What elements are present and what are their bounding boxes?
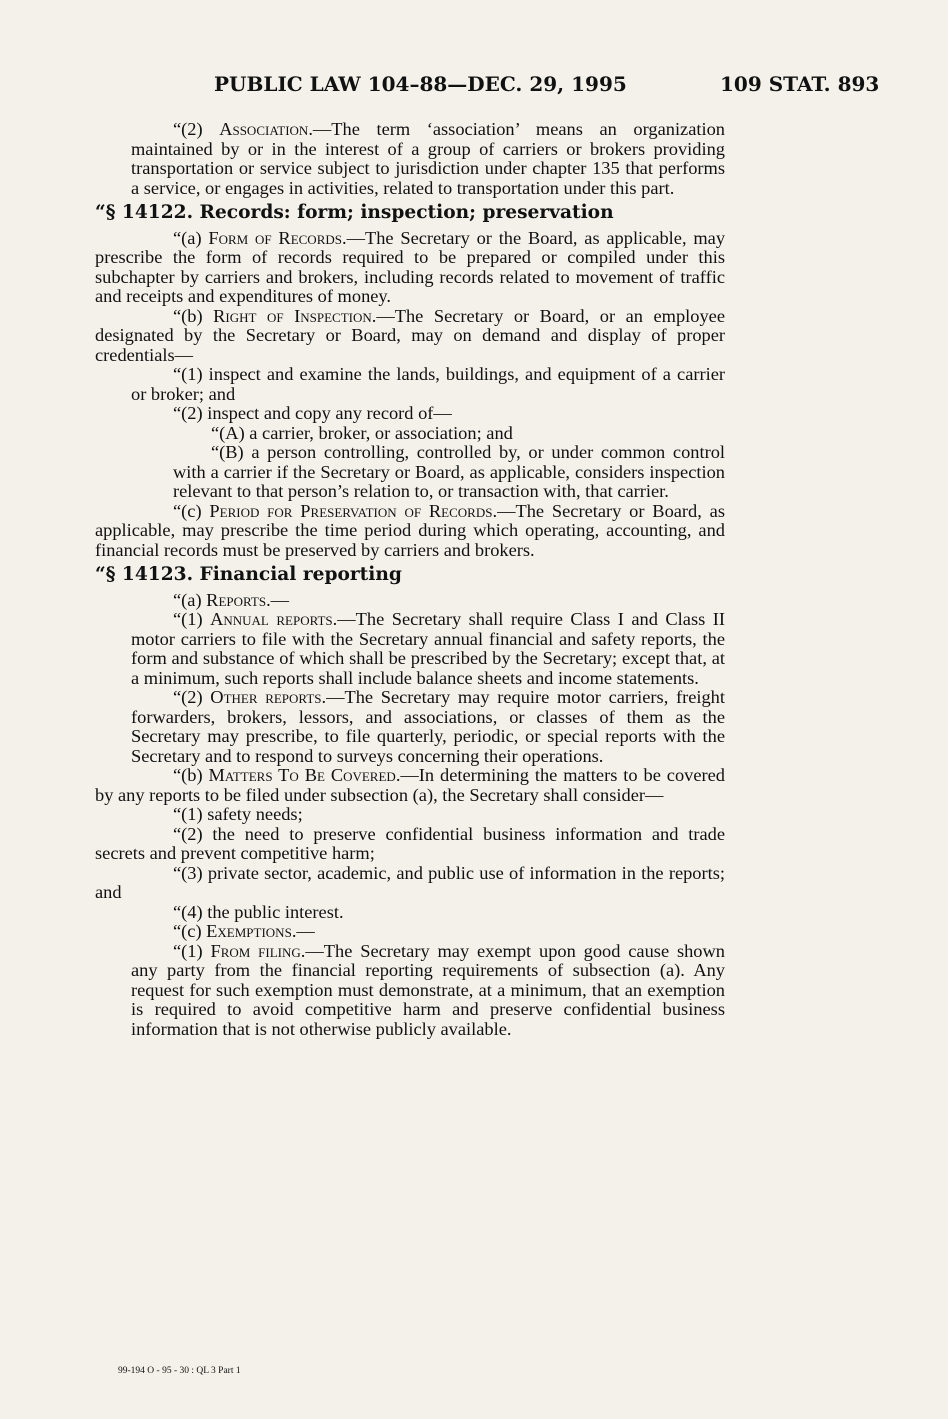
para-text: .—The Secretary may require motor carriers, freight forwarders, brokers, lessors, and associations, or classes of them as the Secretary may prescribe, to file quarterly, periodic, or special reports with the Secretary and to respond to surveys concerning their operations. (131, 687, 725, 766)
para-text: .—The Secretary may exempt upon good cause shown any party from the financial reporting requirements of subsection (a). Any request for such exemption must demonstrate, at a minimum, that an exemption is required to avoid competitive harm and preserve confidential business information that is not otherwise publicly available. (131, 940, 725, 1039)
para-caption: Matters To Be Covered (208, 765, 396, 785)
para-caption: Exemptions (206, 921, 292, 941)
para-caption: Right of Inspection (213, 305, 372, 326)
para-prefix: “(c) (173, 921, 207, 941)
para-prefix: “(a) (173, 227, 209, 248)
para-caption: From filing (210, 940, 301, 961)
para-text: .—The term ‘association’ means an organization maintained by or in the interest of a group of carriers or brokers providing transportation or service subject to jurisdiction under chapter 135 that performs a service, or engages in activities, related to transportation under this part. (131, 119, 725, 198)
para-text: .—The Secretary or Board, as applicable, may prescribe the time period during which operating, accounting, and financial records must be preserved by carriers and brokers. (95, 500, 725, 560)
section-heading-14123: “§ 14123. Financial reporting (95, 564, 402, 585)
running-title: PUBLIC LAW 104–88—DEC. 29, 1995 (214, 72, 627, 96)
matter-2: “(2) the need to preserve confidential business information and trade secrets and prevent competitive harm; (95, 823, 725, 863)
matter-4: “(4) the public interest. (173, 901, 344, 922)
para-text: .—The Secretary shall require Class I and Class II motor carriers to file with the Secretary annual financial and safety reports, the form and substance of which shall be prescribed by the Secretary; except that, at a minimum, such reports shall include balance sheets and income statements. (131, 609, 725, 688)
para-prefix: “(c) (173, 500, 210, 521)
subsection-b-inspection (95, 307, 725, 366)
para-caption: Reports (206, 589, 267, 610)
section-heading-14122: “§ 14122. Records: form; inspection; preservation (95, 202, 614, 223)
para-prefix: “(b) (173, 765, 209, 785)
clause-b2B: “(B) a person controlling, controlled by, or under common control with a carrier if the Secretary or Board, as applicable, considers inspection relevant to that person’s relation to, or transaction with, that carrier. (173, 442, 725, 501)
paragraph-annual-reports (95, 610, 725, 688)
paragraph-other-reports (95, 688, 725, 766)
page-header (0, 72, 948, 106)
subsection-b-matters (95, 766, 725, 805)
para-text: .—The Secretary or the Board, as applicable, may prescribe the form of records required to be prepared or compiled under this subchapter by carriers and brokers, including records related to movement of traffic and receipts and expenditures of money. (95, 227, 726, 306)
clause-b2A: “(A) a carrier, broker, or association; and (211, 422, 513, 443)
subsection-a-reports (95, 591, 725, 611)
paragraph-b1: “(1) inspect and examine the lands, buildings, and equipment of a carrier or broker; and (131, 364, 725, 404)
matter-3: “(3) private sector, academic, and public use of information in the reports; and (95, 862, 725, 902)
para-caption: Other reports (210, 687, 322, 707)
para-caption: Association (219, 119, 309, 139)
subsection-c-preservation (95, 502, 725, 561)
para-text: .— (266, 589, 290, 610)
para-prefix: “(a) (173, 589, 207, 610)
para-text: .—In determining the matters to be covered by any reports to be filed under subsection (a), the Secretary shall consider— (95, 765, 725, 805)
page-number: 109 STAT. 893 (720, 72, 880, 96)
para-caption: Period for Preservation of Records (209, 500, 493, 521)
subsection-a-form (95, 229, 725, 307)
para-caption: Annual reports (210, 609, 333, 629)
definition-association (95, 120, 725, 198)
page-body (95, 120, 725, 1039)
paragraph-from-filing (95, 942, 725, 1040)
para-prefix: “(b) (173, 305, 214, 326)
paragraph-b2: “(2) inspect and copy any record of— (173, 403, 452, 423)
printer-code: 99-194 O - 95 - 30 : QL 3 Part 1 (118, 1366, 241, 1376)
para-caption: Form of Records (208, 227, 342, 248)
para-prefix: “(1) (173, 940, 211, 961)
para-prefix: “(2) (173, 119, 220, 139)
matter-1: “(1) safety needs; (173, 804, 303, 824)
para-prefix: “(1) (173, 609, 211, 629)
para-text: .—The Secretary or Board, or an employee designated by the Secretary or Board, may on demand and display of proper credentials— (95, 305, 725, 365)
subsection-c-exemptions (95, 922, 725, 942)
para-prefix: “(2) (173, 687, 211, 707)
para-text: .— (291, 921, 315, 941)
